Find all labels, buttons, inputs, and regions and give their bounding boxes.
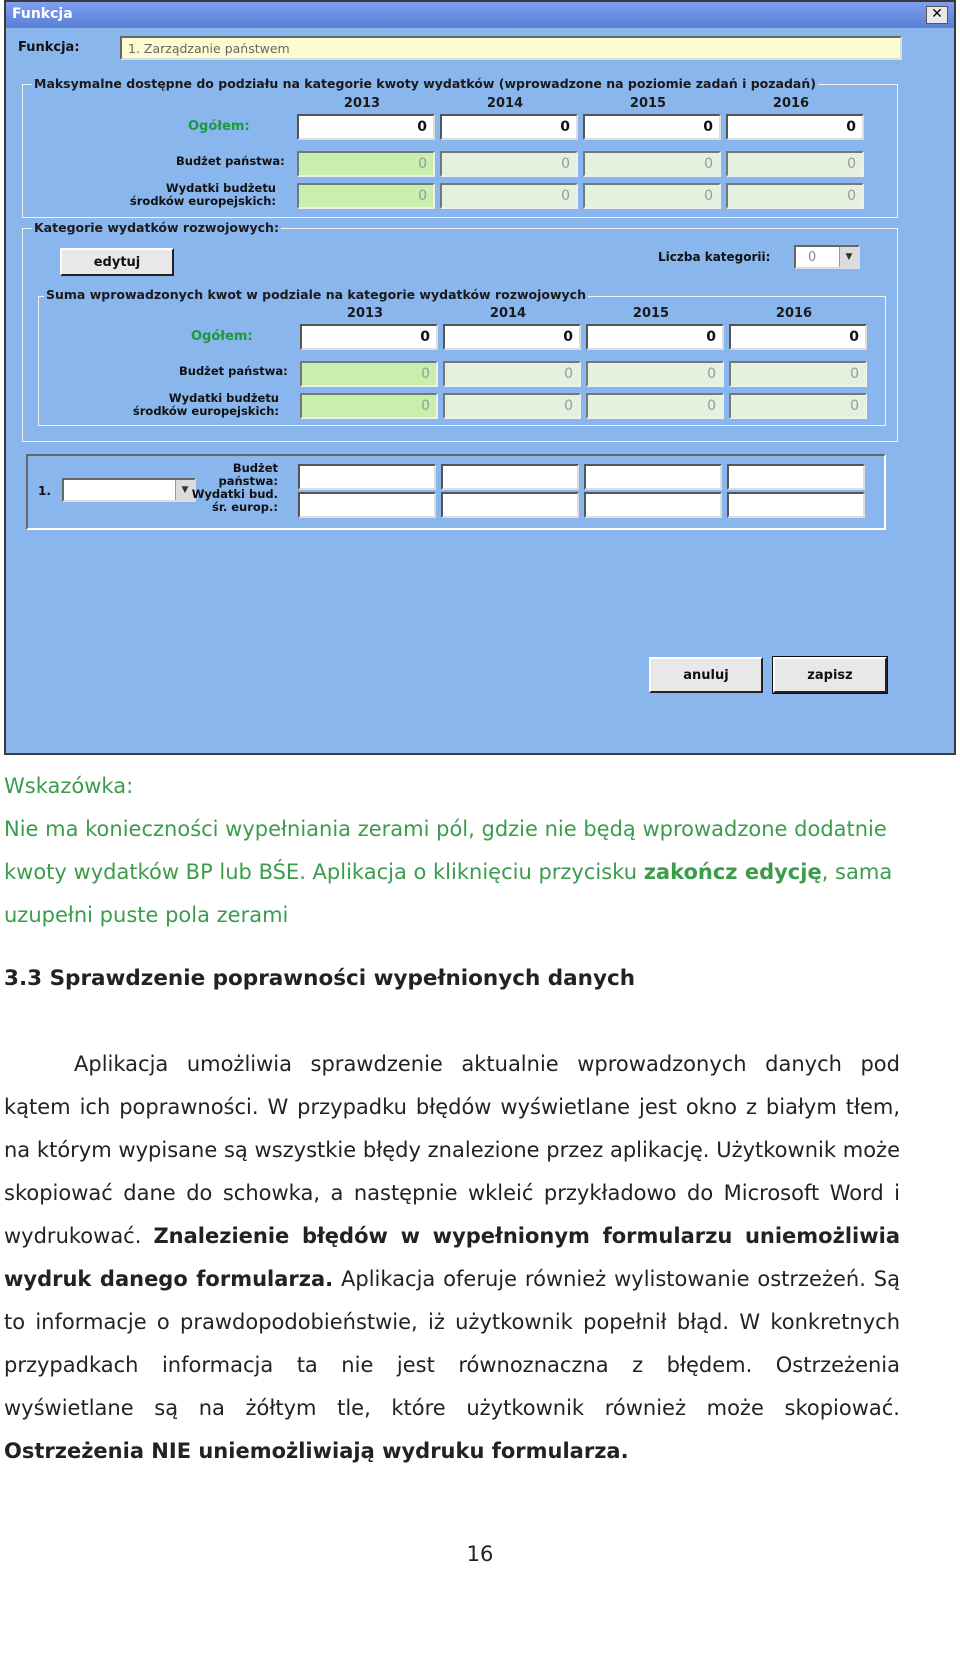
label-line: państwa: [218, 474, 278, 488]
eu-2015-field[interactable]: 0 [583, 183, 721, 209]
eu-label-line: Wydatki budżetu [168, 391, 279, 405]
max-amounts-legend: Maksymalne dostępne do podziału na kategorie kwoty wydatków (wprowadzone na poziomie zadań i pozadań) [34, 76, 816, 91]
year-label: 2014 [489, 306, 527, 321]
paragraph-emphasis: Znalezienie błędów w wypełnionym formularzu uniemożliwia wydruk danego formularza. [4, 1224, 900, 1291]
sum-total-2015[interactable]: 0 [586, 324, 724, 350]
cat-eu-2013[interactable] [298, 492, 436, 518]
hint-title: Wskazówka: [4, 774, 134, 798]
eu-2016-field[interactable]: 0 [726, 183, 864, 209]
cat-budget-2014[interactable] [441, 464, 579, 490]
budget-label: Budżet państwa: [176, 154, 285, 168]
close-icon[interactable]: ✕ [926, 6, 948, 24]
function-field[interactable]: 1. Zarządzanie państwem [120, 36, 902, 60]
budget-2016-field[interactable]: 0 [726, 151, 864, 177]
year-label: 2016 [775, 306, 813, 321]
chevron-down-icon[interactable]: ▼ [839, 247, 858, 267]
hint-line: Nie ma konieczności wypełniania zerami pól, gdzie nie będą wprowadzone dodatnie [4, 817, 887, 841]
label-line: śr. europ.: [211, 500, 278, 514]
eu-label-line: środków europejskich: [129, 194, 276, 208]
year-label: 2014 [486, 96, 524, 111]
cat-budget-2016[interactable] [727, 464, 865, 490]
category-row-labels [178, 462, 278, 514]
category-count-label: Liczba kategorii: [658, 250, 771, 264]
function-dialog [4, 0, 956, 755]
dev-categories-legend: Kategorie wydatków rozwojowych: [34, 220, 279, 235]
eu-2013-field[interactable]: 0 [297, 183, 435, 209]
cat-eu-2015[interactable] [584, 492, 722, 518]
sum-budget-2016[interactable]: 0 [729, 361, 867, 387]
cancel-button[interactable]: anuluj [649, 657, 763, 693]
sum-total-2014[interactable]: 0 [443, 324, 581, 350]
category-entry-panel [26, 454, 886, 530]
category-count-select[interactable] [794, 245, 860, 269]
sum-legend: Suma wprowadzonych kwot w podziale na kategorie wydatków rozwojowych [46, 287, 586, 302]
cat-budget-2013[interactable] [298, 464, 436, 490]
category-count-value: 0 [808, 250, 817, 265]
hint-line: uzupełni puste pola zerami [4, 903, 289, 927]
year-label: 2015 [629, 96, 667, 111]
sum-eu-2013[interactable]: 0 [300, 393, 438, 419]
sum-budget-label: Budżet państwa: [179, 364, 288, 378]
eu-2014-field[interactable]: 0 [440, 183, 578, 209]
sum-eu-2014[interactable]: 0 [443, 393, 581, 419]
window-title: Funkcja [12, 6, 73, 22]
edit-button[interactable]: edytuj [60, 248, 174, 276]
cat-eu-2014[interactable] [441, 492, 579, 518]
paragraph-text: Aplikacja oferuje również wylistowanie ostrzeżeń. Są to informacje o prawdopodobieństwie, iż użytkownik popełnił błąd. W konkretnych przypadkach informacja ta nie jest równoznaczna z błędem. Ostrzeżenia wyświetlane są na żółtym tle, które użytkownik również może skopiować. [4, 1267, 900, 1420]
save-button[interactable]: zapisz [773, 657, 887, 693]
sum-budget-2014[interactable]: 0 [443, 361, 581, 387]
body-paragraph [4, 1043, 900, 1473]
paragraph-emphasis: Ostrzeżenia NIE uniemożliwiają wydruku formularza. [4, 1439, 629, 1463]
sum-eu-label [129, 392, 279, 418]
paragraph-text: Aplikacja umożliwia sprawdzenie aktualnie wprowadzonych danych pod kątem ich poprawności. W przypadku błędów wyświetlane jest okno z białym tłem, na którym wypisane są wszystkie błędy znalezione przez aplikację. Użytkownik może skopiować dane do schowka, a następnie wkleić przykładowo do Microsoft Word i wydrukować. [4, 1052, 900, 1248]
budget-2015-field[interactable]: 0 [583, 151, 721, 177]
total-2013-field[interactable]: 0 [297, 114, 435, 140]
hint-block [4, 765, 900, 937]
label-line: Wydatki bud. [191, 487, 278, 501]
sum-eu-2016[interactable]: 0 [729, 393, 867, 419]
eu-label [126, 182, 276, 208]
hint-emphasis: zakończ edycję [643, 860, 822, 884]
sum-eu-2015[interactable]: 0 [586, 393, 724, 419]
section-heading: 3.3 Sprawdzenie poprawności wypełnionych danych [4, 966, 636, 991]
budget-2014-field[interactable]: 0 [440, 151, 578, 177]
cat-budget-2015[interactable] [584, 464, 722, 490]
category-select[interactable] [62, 478, 196, 502]
year-label: 2013 [343, 96, 381, 111]
hint-text: , sama [821, 860, 893, 884]
label-line: Budżet [232, 461, 278, 475]
function-label: Funkcja: [18, 40, 80, 55]
eu-label-line: Wydatki budżetu [165, 181, 276, 195]
hint-line [4, 851, 900, 894]
chevron-down-icon[interactable]: ▼ [175, 480, 194, 500]
total-2015-field[interactable]: 0 [583, 114, 721, 140]
title-bar[interactable] [6, 2, 954, 28]
total-2016-field[interactable]: 0 [726, 114, 864, 140]
total-label: Ogółem: [188, 119, 250, 134]
year-label: 2015 [632, 306, 670, 321]
hint-text: kwoty wydatków BP lub BŚE. Aplikacja o kliknięciu przycisku [4, 860, 644, 884]
sum-total-2013[interactable]: 0 [300, 324, 438, 350]
category-number: 1. [38, 484, 51, 498]
page-number: 16 [466, 1542, 494, 1566]
year-label: 2013 [346, 306, 384, 321]
sum-budget-2015[interactable]: 0 [586, 361, 724, 387]
budget-2013-field[interactable]: 0 [297, 151, 435, 177]
sum-total-label: Ogółem: [191, 329, 253, 344]
sum-total-2016[interactable]: 0 [729, 324, 867, 350]
sum-budget-2013[interactable]: 0 [300, 361, 438, 387]
year-label: 2016 [772, 96, 810, 111]
eu-label-line: środków europejskich: [132, 404, 279, 418]
cat-eu-2016[interactable] [727, 492, 865, 518]
total-2014-field[interactable]: 0 [440, 114, 578, 140]
